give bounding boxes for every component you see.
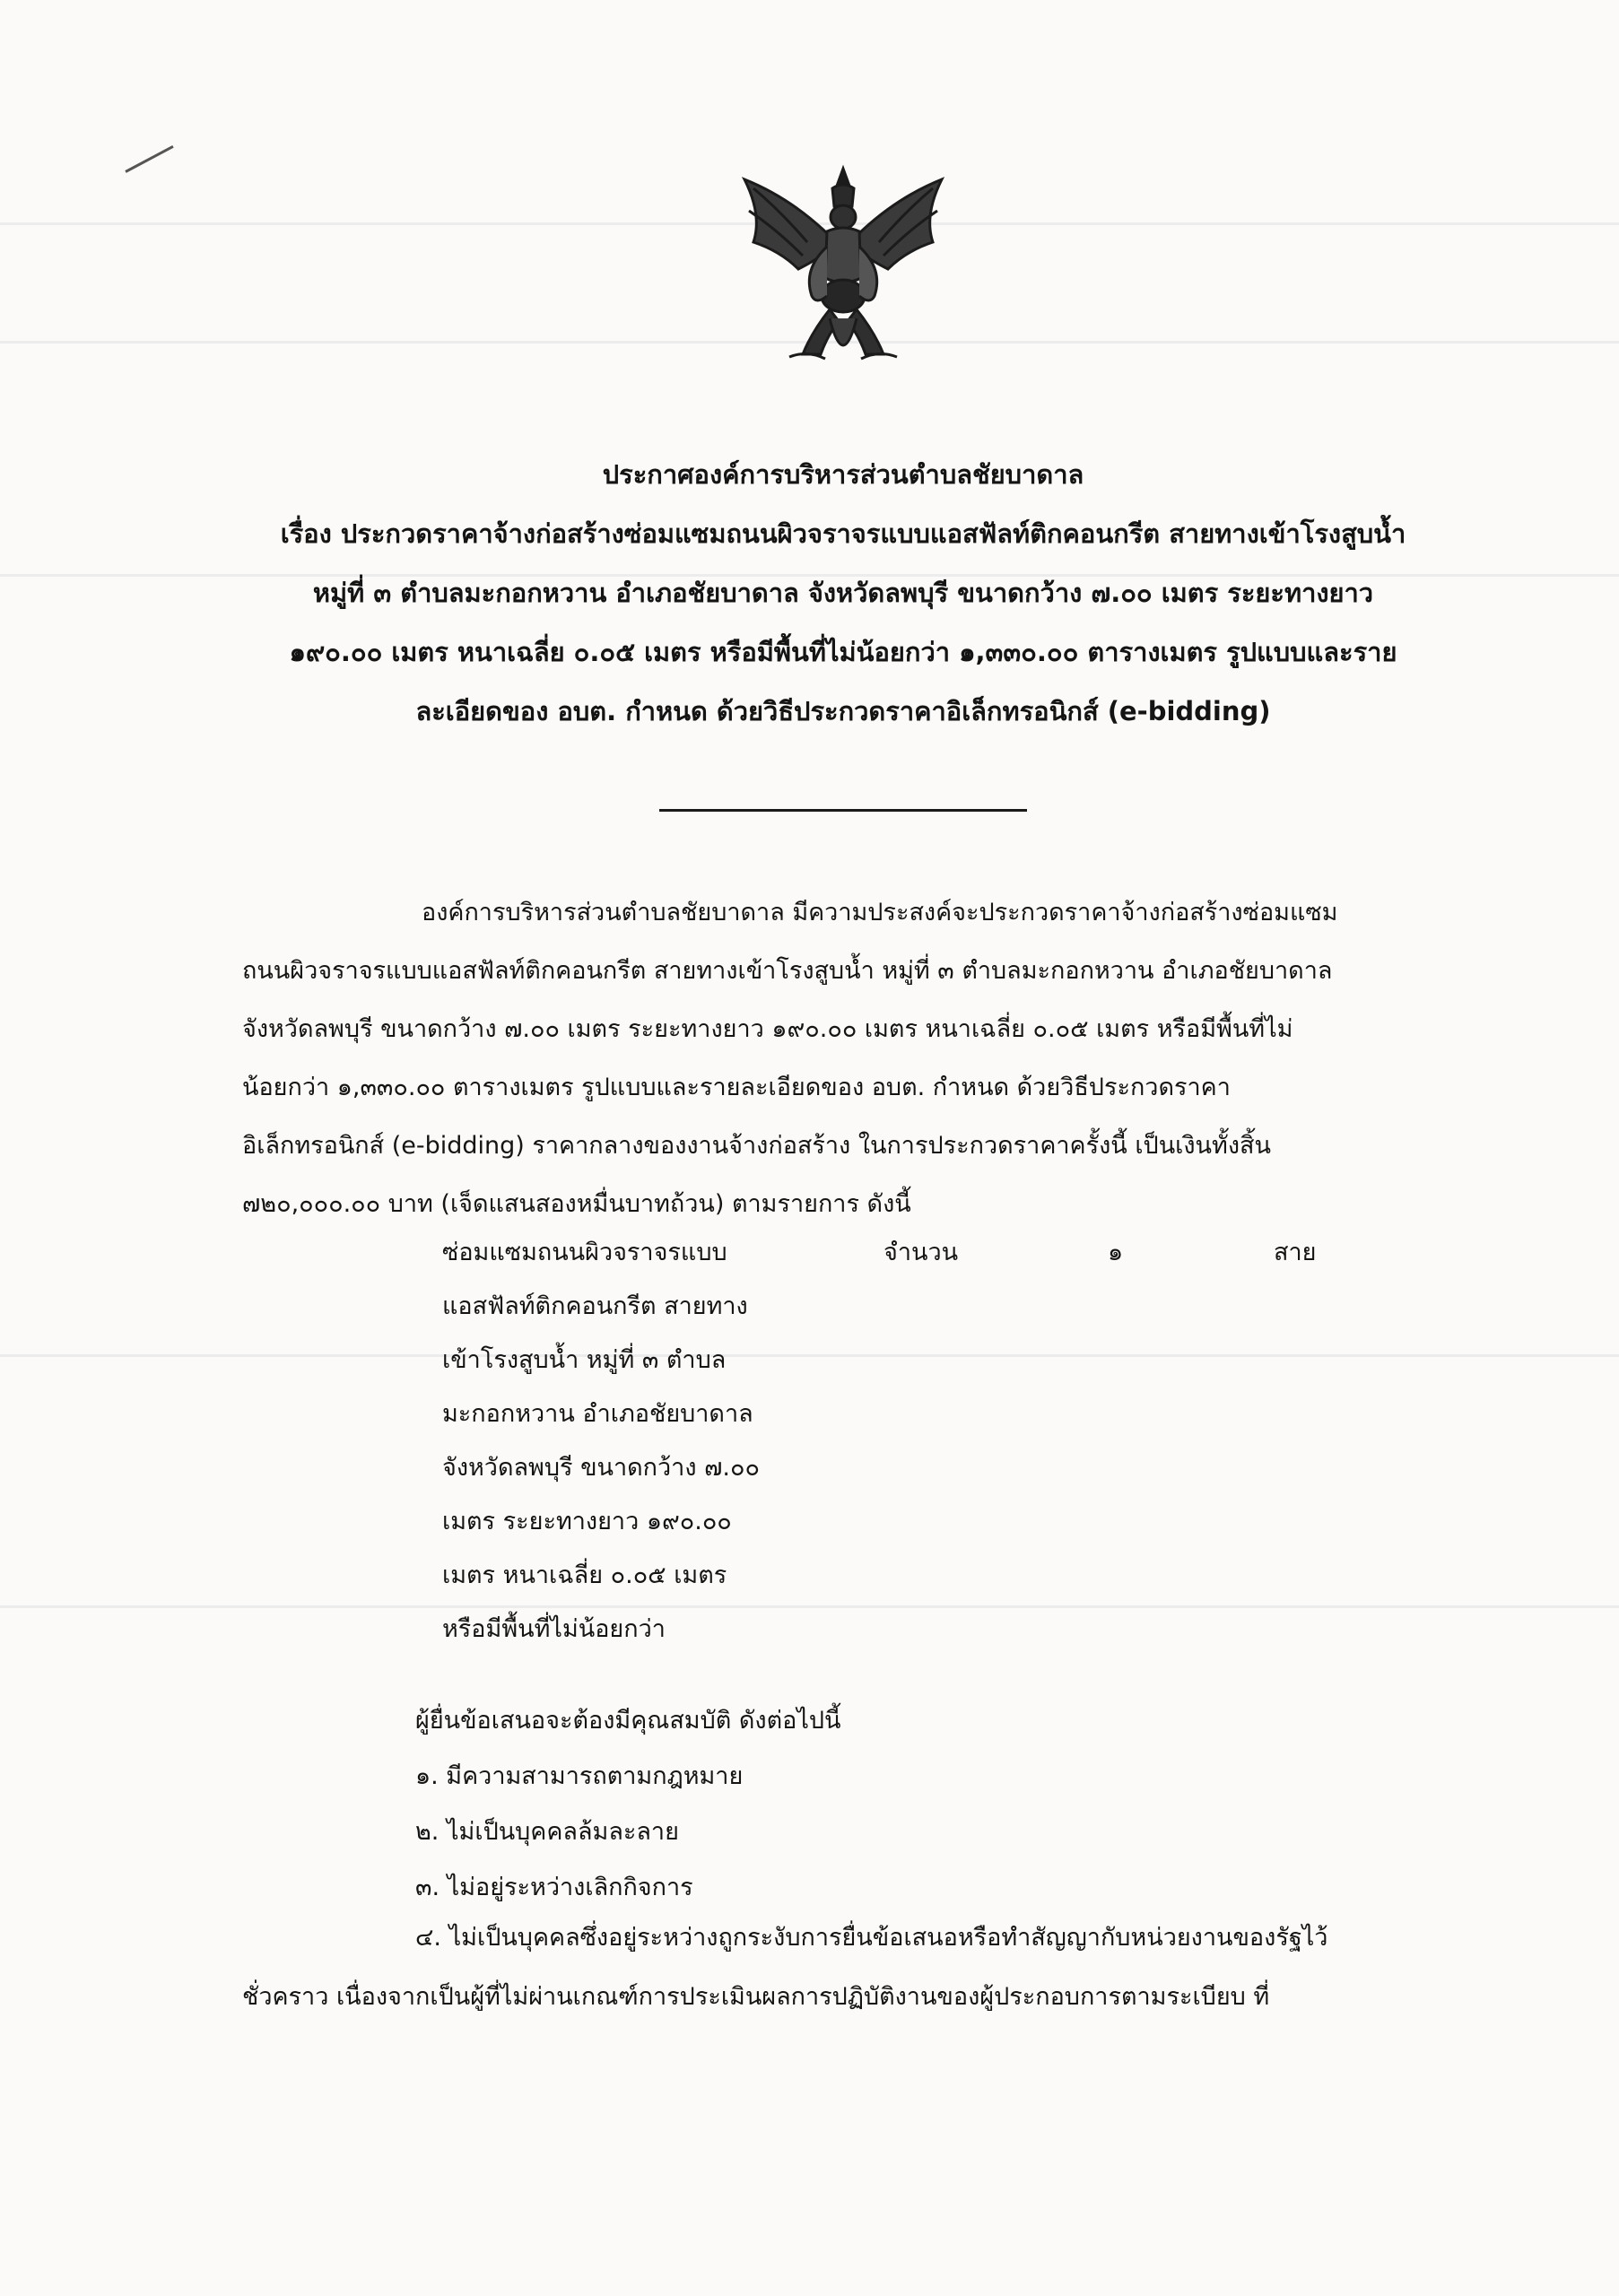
qualifications-heading: ผู้ยื่นข้อเสนอจะต้องมีคุณสมบัติ ดังต่อไปนี้	[415, 1707, 841, 1735]
qualification-line: ชั่วคราว เนื่องจากเป็นผู้ที่ไม่ผ่านเกณฑ์การประเมินผลการปฏิบัติงานของผู้ประกอบการตามระเบียบ ที่	[242, 1983, 1270, 2011]
item-desc-line: ซ่อมแซมถนนผิวจราจรแบบ	[442, 1239, 727, 1266]
qualification-line: ๔. ไม่เป็นบุคคลซึ่งอยู่ระหว่างถูกระงับการยื่นข้อเสนอหรือทำสัญญากับหน่วยงานของรัฐไว้	[415, 1924, 1328, 1952]
item-unit: สาย	[1274, 1239, 1317, 1266]
body-line: อิเล็กทรอนิกส์ (e-bidding) ราคากลางของงานจ้างก่อสร้าง ในการประกวดราคาครั้งนี้ เป็นเงินทั้งสิ้น	[242, 1132, 1271, 1160]
title-line: ประกาศองค์การบริหารส่วนตำบลชัยบาดาล	[602, 459, 1084, 490]
item-desc-line: หรือมีพื้นที่ไม่น้อยกว่า	[442, 1615, 666, 1643]
bleed-through-line	[0, 1605, 1619, 1608]
title-line: หมู่ที่ ๓ ตำบลมะกอกหวาน อำเภอชัยบาดาล จังหวัดลพบุรี ขนาดกว้าง ๗.๐๐ เมตร ระยะทางยาว	[312, 578, 1374, 608]
body-line: องค์การบริหารส่วนตำบลชัยบาดาล มีความประสงค์จะประกวดราคาจ้างก่อสร้างซ่อมแซม	[422, 899, 1338, 926]
item-description	[442, 1226, 760, 1657]
item-desc-line: เข้าโรงสูบน้ำ หมู่ที่ ๓ ตำบล	[442, 1346, 727, 1374]
body-line: น้อยกว่า ๑,๓๓๐.๐๐ ตารางเมตร รูปแบบและรายละเอียดของ อบต. กำหนด ด้วยวิธีประกวดราคา	[242, 1074, 1231, 1101]
qualification-item: ๓. ไม่อยู่ระหว่างเลิกกิจการ	[415, 1874, 693, 1901]
qualification-item-4	[242, 1909, 1417, 2027]
body-line: ถนนผิวจราจรแบบแอสฟัลท์ติกคอนกรีต สายทางเข้าโรงสูบน้ำ หมู่ที่ ๓ ตำบลมะกอกหวาน อำเภอชัยบาดาล	[242, 957, 1333, 985]
body-paragraph	[242, 883, 1417, 1233]
title-line: เรื่อง ประกวดราคาจ้างก่อสร้างซ่อมแซมถนนผิวจราจรแบบแอสฟัลท์ติกคอนกรีต สายทางเข้าโรงสูบน้ำ	[280, 518, 1406, 549]
announcement-title	[242, 445, 1444, 741]
item-desc-line: เมตร หนาเฉลี่ย ๐.๐๕ เมตร	[442, 1561, 727, 1589]
qualifications-list	[415, 1693, 841, 1916]
item-desc-line: จังหวัดลพบุรี ขนาดกว้าง ๗.๐๐	[442, 1454, 760, 1482]
title-line: ละเอียดของ อบต. กำหนด ด้วยวิธีประกวดราคาอิเล็กทรอนิกส์ (e-bidding)	[415, 696, 1271, 726]
item-desc-line: แอสฟัลท์ติกคอนกรีต สายทาง	[442, 1292, 748, 1320]
body-line: จังหวัดลพบุรี ขนาดกว้าง ๗.๐๐ เมตร ระยะทางยาว ๑๙๐.๐๐ เมตร หนาเฉลี่ย ๐.๐๕ เมตร หรือมีพื้นที่ไม่	[242, 1015, 1293, 1043]
title-line: ๑๙๐.๐๐ เมตร หนาเฉลี่ย ๐.๐๕ เมตร หรือมีพื้นที่ไม่น้อยกว่า ๑,๓๓๐.๐๐ ตารางเมตร รูปแบบและราย	[289, 637, 1397, 667]
garuda-emblem-icon	[727, 161, 960, 377]
qualification-item: ๒. ไม่เป็นบุคคลล้มละลาย	[415, 1818, 679, 1846]
item-desc-line: เมตร ระยะทางยาว ๑๙๐.๐๐	[442, 1508, 732, 1535]
item-qty-value: ๑	[1108, 1239, 1124, 1266]
bleed-through-line	[0, 1354, 1619, 1357]
pen-mark	[125, 145, 173, 173]
item-desc-line: มะกอกหวาน อำเภอชัยบาดาล	[442, 1400, 753, 1428]
qualification-item: ๑. มีความสามารถตามกฎหมาย	[415, 1762, 744, 1790]
item-qty-label: จำนวน	[883, 1239, 959, 1266]
body-line: ๗๒๐,๐๐๐.๐๐ บาท (เจ็ดแสนสองหมื่นบาทถ้วน) ตามรายการ ดังนี้	[242, 1190, 911, 1218]
title-divider	[659, 809, 1027, 812]
